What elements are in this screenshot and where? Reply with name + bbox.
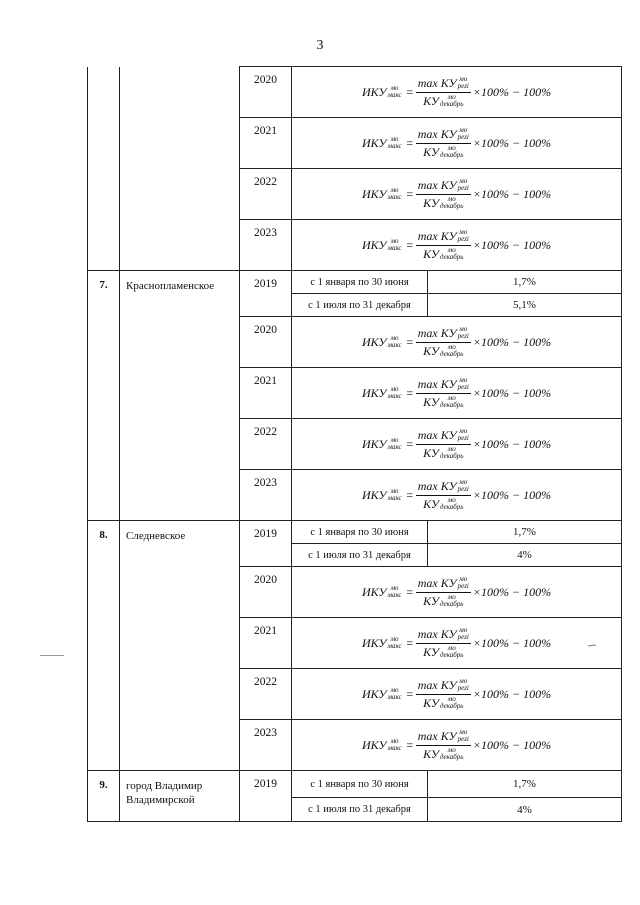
formula-fraction: max КУ мо pezi КУ мо декабрь [417, 126, 469, 159]
period-value: 4% [428, 544, 622, 567]
formula-cell [292, 317, 622, 368]
margin-mark [40, 655, 64, 656]
row-number: 7. [88, 271, 120, 521]
formula-fraction: max КУ мо pezi КУ мо декабрь [417, 478, 469, 511]
formula-lhs: ИКУ мо макс [361, 237, 402, 252]
formula-lhs: ИКУ мо макс [361, 635, 402, 650]
formula-fraction: max КУ мо pezi КУ мо декабрь [417, 325, 469, 358]
formula-equals: = [405, 487, 414, 502]
formula [362, 127, 551, 160]
period-value: 1,7% [428, 521, 622, 544]
formula-tail: ×100% − 100% [472, 737, 552, 752]
formula-equals: = [405, 135, 414, 150]
year-cell: 2022 [240, 669, 292, 720]
formula-tail: ×100% − 100% [472, 635, 552, 650]
formula [362, 678, 551, 711]
year-cell: 2023 [240, 470, 292, 521]
formula-cell [292, 419, 622, 470]
formula-equals: = [405, 334, 414, 349]
formula-lhs: ИКУ мо макс [361, 334, 402, 349]
formula [362, 729, 551, 762]
municipality-name: Краснопламенское [120, 271, 240, 521]
formula-equals: = [405, 686, 414, 701]
formula [362, 377, 551, 410]
table-row [88, 67, 622, 118]
formula-lhs: ИКУ мо макс [361, 487, 402, 502]
formula-cell [292, 169, 622, 220]
year-cell: 2022 [240, 169, 292, 220]
year-cell: 2020 [240, 317, 292, 368]
period-value: 5,1% [428, 294, 622, 317]
formula-equals: = [405, 635, 414, 650]
formula-tail: ×100% − 100% [472, 334, 552, 349]
formula-cell [292, 470, 622, 521]
formula-cell [292, 220, 622, 271]
formula-lhs: ИКУ мо макс [361, 686, 402, 701]
row-number [88, 67, 120, 271]
formula-cell [292, 618, 622, 669]
formula-tail: ×100% − 100% [472, 385, 552, 400]
formula-tail: ×100% − 100% [472, 237, 552, 252]
formula-equals: = [405, 237, 414, 252]
year-cell: 2021 [240, 368, 292, 419]
period-value: 1,7% [428, 771, 622, 798]
formula-lhs: ИКУ мо макс [361, 186, 402, 201]
year-cell: 2019 [240, 521, 292, 567]
formula-tail: ×100% − 100% [472, 135, 552, 150]
year-cell: 2019 [240, 271, 292, 317]
formula [362, 229, 551, 262]
table-row [88, 271, 622, 294]
formula-fraction: max КУ мо pezi КУ мо декабрь [417, 75, 469, 108]
year-cell: 2021 [240, 118, 292, 169]
period-value: 1,7% [428, 271, 622, 294]
period-label: с 1 января по 30 июня [292, 271, 428, 294]
period-label: с 1 июля по 31 декабря [292, 294, 428, 317]
period-label: с 1 июля по 31 декабря [292, 544, 428, 567]
formula-tail: ×100% − 100% [472, 487, 552, 502]
formula [362, 576, 551, 609]
formula-equals: = [405, 84, 414, 99]
page-number: 3 [316, 38, 324, 53]
formula [362, 178, 551, 211]
period-label: с 1 июля по 31 декабря [292, 798, 428, 822]
tariff-index-table [87, 66, 622, 822]
row-number: 8. [88, 521, 120, 771]
year-cell: 2023 [240, 720, 292, 771]
formula-tail: ×100% − 100% [472, 686, 552, 701]
period-label: с 1 января по 30 июня [292, 771, 428, 798]
period-label: с 1 января по 30 июня [292, 521, 428, 544]
formula-tail: ×100% − 100% [472, 436, 552, 451]
municipality-name [120, 67, 240, 271]
formula-lhs: ИКУ мо макс [361, 135, 402, 150]
period-value: 4% [428, 798, 622, 822]
table-row [88, 521, 622, 544]
formula-fraction: max КУ мо pezi КУ мо декабрь [417, 228, 469, 261]
formula-lhs: ИКУ мо макс [361, 385, 402, 400]
formula-lhs: ИКУ мо макс [361, 584, 402, 599]
formula-fraction: max КУ мо pezi КУ мо декабрь [417, 427, 469, 460]
formula-tail: ×100% − 100% [472, 186, 552, 201]
year-cell: 2020 [240, 67, 292, 118]
formula-cell [292, 567, 622, 618]
formula-lhs: ИКУ мо макс [361, 436, 402, 451]
municipality-name: Следневское [120, 521, 240, 771]
year-cell: 2020 [240, 567, 292, 618]
formula-equals: = [405, 385, 414, 400]
formula [362, 627, 551, 660]
formula-cell [292, 720, 622, 771]
formula-fraction: max КУ мо pezi КУ мо декабрь [417, 728, 469, 761]
year-cell: 2019 [240, 771, 292, 822]
formula-tail: ×100% − 100% [472, 584, 552, 599]
formula [362, 479, 551, 512]
formula [362, 428, 551, 461]
formula-fraction: max КУ мо pezi КУ мо декабрь [417, 626, 469, 659]
formula-cell [292, 669, 622, 720]
formula-fraction: max КУ мо pezi КУ мо декабрь [417, 177, 469, 210]
formula-equals: = [405, 584, 414, 599]
formula-cell [292, 67, 622, 118]
formula-fraction: max КУ мо pezi КУ мо декабрь [417, 376, 469, 409]
formula-equals: = [405, 436, 414, 451]
year-cell: 2022 [240, 419, 292, 470]
year-cell: 2023 [240, 220, 292, 271]
formula [362, 326, 551, 359]
formula-lhs: ИКУ мо макс [361, 84, 402, 99]
table-row [88, 771, 622, 798]
formula-cell [292, 118, 622, 169]
municipality-name: город Владимир Владимирской [120, 771, 240, 822]
formula-fraction: max КУ мо pezi КУ мо декабрь [417, 677, 469, 710]
formula-equals: = [405, 186, 414, 201]
formula-cell [292, 368, 622, 419]
formula [362, 76, 551, 109]
formula-lhs: ИКУ мо макс [361, 737, 402, 752]
formula-equals: = [405, 737, 414, 752]
year-cell: 2021 [240, 618, 292, 669]
formula-fraction: max КУ мо pezi КУ мо декабрь [417, 575, 469, 608]
formula-tail: ×100% − 100% [472, 84, 552, 99]
row-number: 9. [88, 771, 120, 822]
